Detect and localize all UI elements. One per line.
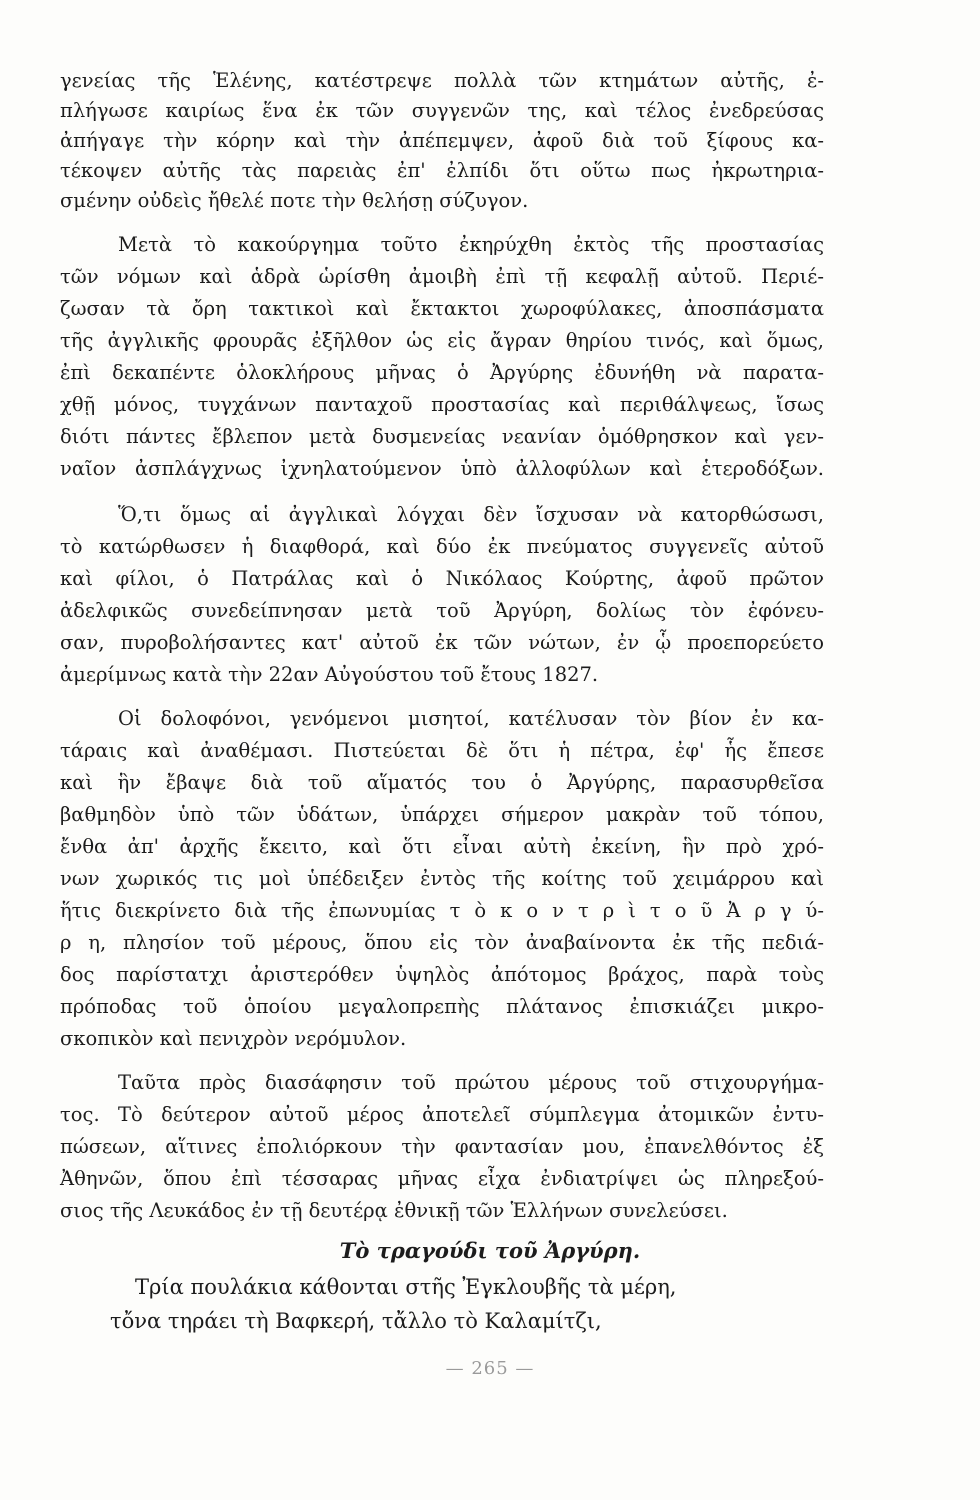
text-line: σκοπικὸν καὶ πενιχρὸν νερόμυλον. <box>60 1027 407 1050</box>
verse-line: τὄνα τηράει τὴ Βαφκερή, τἄλλο τὸ Καλαμίτζι, <box>110 1309 602 1333</box>
text-line: ζωσαν τὰ ὄρη τακτικοὶ καὶ ἔκτακτοι χωροφύλακες, ἀποσπάσματα <box>60 297 824 320</box>
text-line: ἥτις διεκρίνετο διὰ τῆς ἐπωνυμίας τ ὸ κ ο ν τ ρ ὶ τ ο ῦ Ἀ ρ γ ύ- <box>60 899 824 922</box>
text-line: Οἱ δολοφόνοι, γενόμενοι μισητοί, κατέλυσαν τὸν βίον ἐν κα- <box>118 707 824 730</box>
text-line: ἀμερίμνως κατὰ τὴν 22αν Αὐγούστου τοῦ ἔτους 1827. <box>60 663 599 686</box>
text-line: τέκοψεν αὐτῆς τὰς παρειὰς ἐπ' ἐλπίδι ὅτι οὕτω πως ἠκρωτηρια- <box>60 159 824 182</box>
text-line: καὶ φίλοι, ὁ Πατράλας καὶ ὁ Νικόλαος Κούρτης, ἀφοῦ πρῶτον <box>60 567 824 590</box>
verse-line: Τρία πουλάκια κάθονται στῆς Ἐγκλουβῆς τὰ μέρη, <box>135 1275 677 1299</box>
text-line: Ἀθηνῶν, ὅπου ἐπὶ τέσσαρας μῆνας εἶχα ἐνδιατρίψει ὡς πληρεξού- <box>60 1167 824 1190</box>
page-number: — 265 — <box>445 1358 535 1379</box>
text-line: ἀπήγαγε τὴν κόρην καὶ τὴν ἀπέπεμψεν, ἀφοῦ διὰ τοῦ ξίφους κα- <box>60 129 824 152</box>
text-line: τὸ κατώρθωσεν ἡ διαφθορά, καὶ δύο ἐκ πνεύματος συγγενεῖς αὐτοῦ <box>60 535 824 558</box>
text-line: Μετὰ τὸ κακούργημα τοῦτο ἐκηρύχθη ἐκτὸς τῆς προστασίας <box>118 233 824 256</box>
text-line: διότι πάντες ἔβλεπον μετὰ δυσμενείας νεανίαν ὁμόθρησκον καὶ γεν- <box>60 425 824 448</box>
text-line: ναῖον ἀσπλάγχνως ἰχνηλατούμενον ὑπὸ ἀλλοφύλων καὶ ἑτεροδόξων. <box>60 457 824 480</box>
text-line: Ὅ,τι ὅμως αἱ ἀγγλικαὶ λόγχαι δὲν ἴσχυσαν νὰ κατορθώσωσι, <box>118 503 824 526</box>
text-line: πώσεων, αἵτινες ἐπολιόρκουν τὴν φαντασίαν μου, ἐπανελθόντος ἐξ <box>60 1135 824 1158</box>
text-line: γενείας τῆς Ἑλένης, κατέστρεψε πολλὰ τῶν κτημάτων αὐτῆς, ἐ- <box>60 69 824 92</box>
text-line: πλήγωσε καιρίως ἕνα ἐκ τῶν συγγενῶν της, καὶ τέλος ἐνεδρεύσας <box>60 99 824 122</box>
text-line: δος παρίστατχι ἀριστερόθεν ὑψηλὸς ἀπότομος βράχος, παρὰ τοὺς <box>60 963 824 986</box>
text-line: σιος τῆς Λευκάδος ἐν τῇ δευτέρᾳ ἐθνικῇ τῶν Ἑλλήνων συνελεύσει. <box>60 1199 728 1222</box>
text-line: νων χωρικός τις μοὶ ὑπέδειξεν ἐντὸς τῆς κοίτης τοῦ χειμάρρου καὶ <box>60 867 824 890</box>
text-line: τος. Τὸ δεύτερον αὐτοῦ μέρος ἀποτελεῖ σύμπλεγμα ἀτομικῶν ἐντυ- <box>60 1103 824 1126</box>
text-line: ἀδελφικῶς συνεδείπνησαν μετὰ τοῦ Ἀργύρη, δολίως τὸν ἐφόνευ- <box>60 599 824 622</box>
text-line: τάραις καὶ ἀναθέμασι. Πιστεύεται δὲ ὅτι ἡ πέτρα, ἐφ' ἧς ἔπεσε <box>60 739 824 762</box>
text-line: τῆς ἀγγλικῆς φρουρᾶς ἐξῆλθον ὡς εἰς ἄγραν θηρίου τινός, καὶ ὅμως, <box>60 329 824 352</box>
song-title: Τὸ τραγούδι τοῦ Ἀργύρη. <box>339 1238 641 1263</box>
text-line: ἔνθα ἀπ' ἀρχῆς ἔκειτο, καὶ ὅτι εἶναι αὐτὴ ἐκείνη, ἣν πρὸ χρό- <box>60 835 824 858</box>
text-line: ἐπὶ δεκαπέντε ὁλοκλήρους μῆνας ὁ Ἀργύρης ἐδυνήθη νὰ παρατα- <box>60 361 824 384</box>
text-line: τῶν νόμων καὶ ἁδρὰ ὡρίσθη ἀμοιβὴ ἐπὶ τῇ κεφαλῇ αὐτοῦ. Περιέ- <box>60 265 824 288</box>
text-line: βαθμηδὸν ὑπὸ τῶν ὑδάτων, ὑπάρχει σήμερον μακρὰν τοῦ τόπου, <box>60 803 824 826</box>
text-line: ρ η, πλησίον τοῦ μέρους, ὅπου εἰς τὸν ἀναβαίνοντα ἐκ τῆς πεδιά- <box>60 931 824 954</box>
text-line: καὶ ἣν ἔβαψε διὰ τοῦ αἵματός του ὁ Ἀργύρης, παρασυρθεῖσα <box>60 771 824 794</box>
text-line: σαν, πυροβολήσαντες κατ' αὐτοῦ ἐκ τῶν νώτων, ἐν ᾧ προεπορεύετο <box>60 631 824 654</box>
text-line: πρόποδας τοῦ ὁποίου μεγαλοπρεπὴς πλάτανος ἐπισκιάζει μικρο- <box>60 995 824 1018</box>
text-line: σμένην οὐδεὶς ἤθελέ ποτε τὴν θελήσῃ σύζυγον. <box>60 189 529 212</box>
text-line: χθῇ μόνος, τυγχάνων πανταχοῦ προστασίας καὶ περιθάλψεως, ἴσως <box>60 393 824 416</box>
text-line: Ταῦτα πρὸς διασάφησιν τοῦ πρώτου μέρους τοῦ στιχουργήμα- <box>118 1071 824 1094</box>
